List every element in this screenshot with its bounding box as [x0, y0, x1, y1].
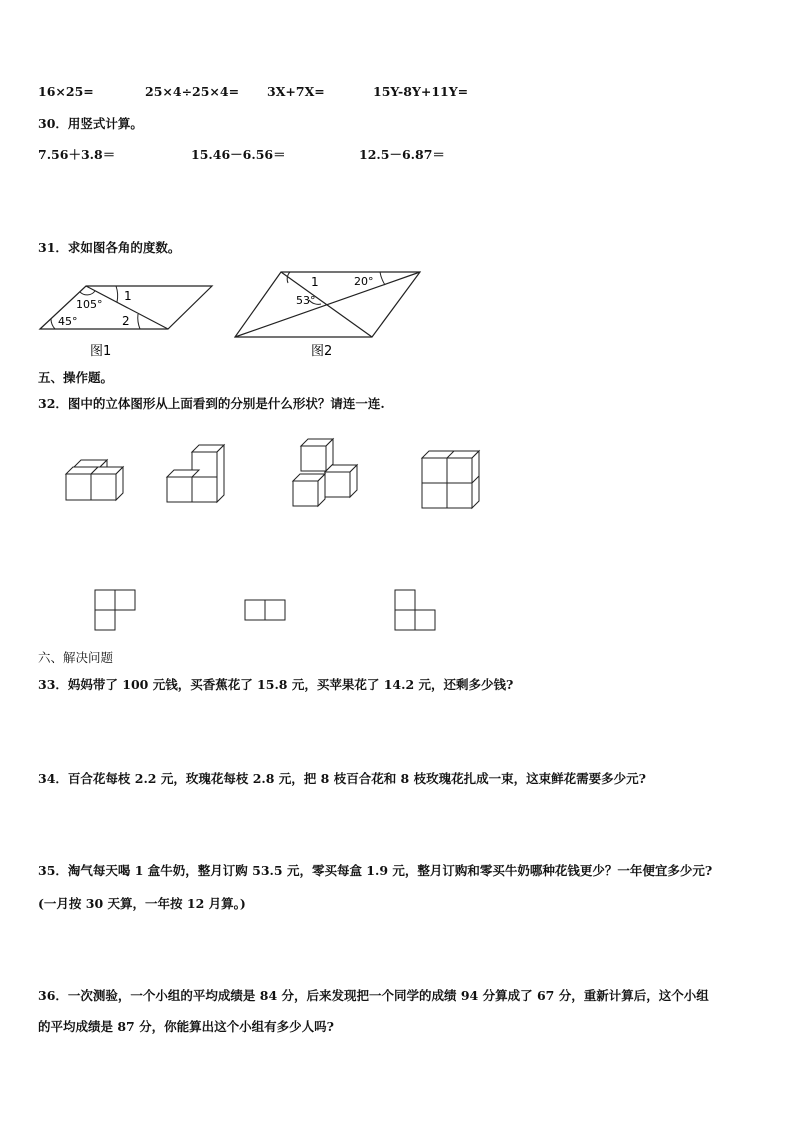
- fig1-label-1: 1: [124, 289, 132, 303]
- fig1-angle-top: 105°: [76, 298, 103, 311]
- q33-text: 33．妈妈带了 100 元钱，买香蕉花了 15.8 元，买苹果花了 14.2 元，还剩多少钱?: [38, 677, 514, 692]
- solid-4: [422, 451, 479, 508]
- calc-item-1: 16×25=: [38, 84, 94, 99]
- fig2-angle-mid: 53°: [296, 294, 316, 307]
- q35-line-2: (一月按 30 天算，一年按 12 月算。): [38, 896, 246, 911]
- q30-title: 30．用竖式计算。: [38, 116, 143, 131]
- calc-item-3: 3X+7X=: [267, 84, 325, 99]
- solid-1: [66, 460, 123, 500]
- q32-title: 32．图中的立体图形从上面看到的分别是什么形状？请连一连.: [38, 396, 385, 411]
- fig1-angle-left: 45°: [58, 315, 78, 328]
- fig1-caption: 图1: [90, 344, 112, 359]
- fig2-caption: 图2: [311, 344, 333, 359]
- solid-2: [167, 445, 224, 502]
- calc-item-4: 15Y-8Y+11Y=: [373, 84, 469, 99]
- q36-line-2: 的平均成绩是 87 分，你能算出这个小组有多少人吗?: [38, 1019, 334, 1034]
- q30-item-1: 7.56＋3.8＝: [38, 147, 116, 162]
- top-view-1: [95, 590, 135, 630]
- q34-text: 34．百合花每枝 2.2 元，玫瑰花每枝 2.8 元，把 8 枝百合花和 8 枝玫瑰花扎成一束，这束鲜花需要多少元?: [38, 771, 646, 786]
- q30-item-2: 15.46－6.56＝: [191, 147, 286, 162]
- q36-line-1: 36．一次测验，一个小组的平均成绩是 84 分，后来发现把一个同学的成绩 94 分算成了 67 分，重新计算后，这个小组: [38, 988, 709, 1003]
- q30-item-3: 12.5－6.87＝: [359, 147, 445, 162]
- fig2-angle-top: 20°: [354, 275, 374, 288]
- fig1-label-2: 2: [122, 314, 130, 328]
- top-view-3: [395, 590, 435, 630]
- q31-title: 31．求如图各角的度数。: [38, 240, 181, 255]
- top-view-2: [245, 600, 285, 620]
- calc-item-2: 25×4÷25×4=: [145, 84, 240, 99]
- q35-line-1: 35．淘气每天喝 1 盒牛奶，整月订购 53.5 元，零买每盒 1.9 元，整月订购和零买牛奶哪种花钱更少？一年便宜多少元?: [38, 863, 713, 878]
- section-5-heading: 五、操作题。: [38, 370, 114, 385]
- section-6-heading: 六、解决问题: [38, 650, 114, 665]
- fig2-label-1: 1: [311, 275, 319, 289]
- solid-3: [293, 439, 357, 506]
